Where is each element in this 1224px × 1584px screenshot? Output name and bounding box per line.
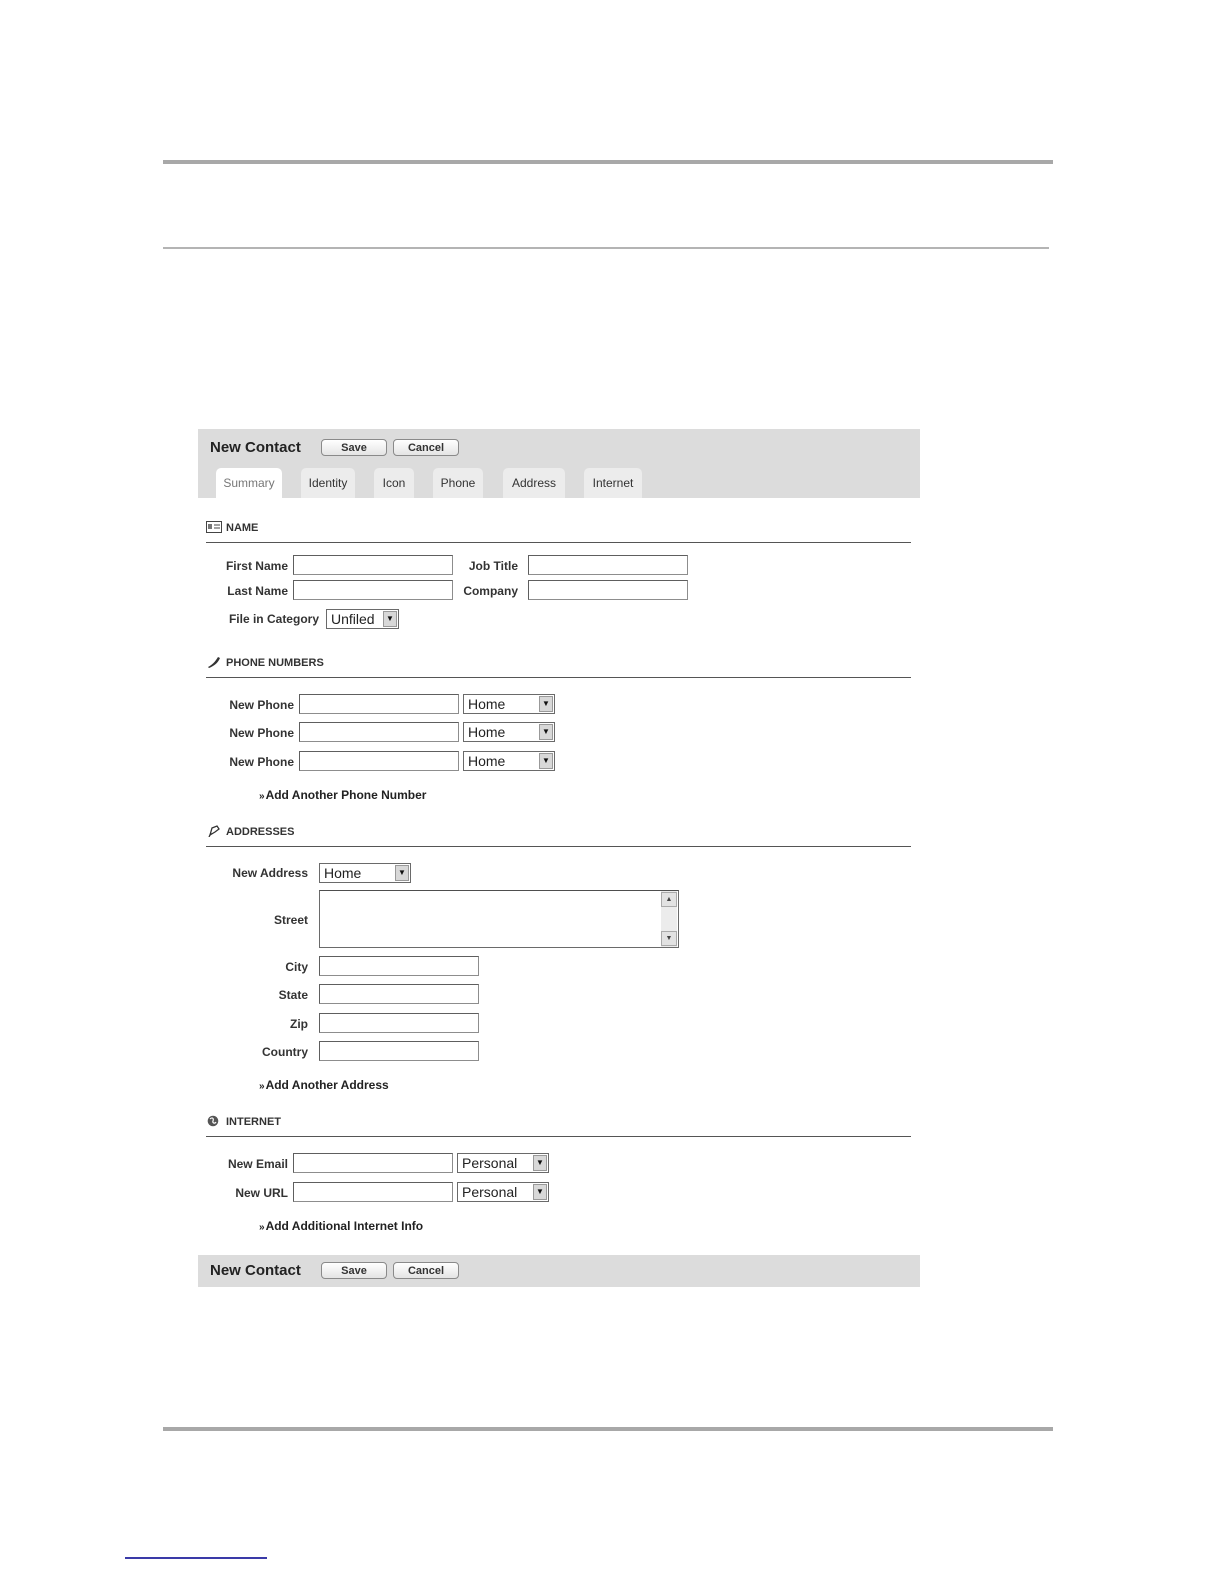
zip-label: Zip [290,1017,308,1031]
company-label: Company [463,584,518,598]
country-input[interactable] [319,1041,479,1061]
form-title: New Contact [210,439,301,456]
chevron-right-icon: » [259,1081,265,1092]
job-title-input[interactable] [528,555,688,575]
add-phone-link-text: Add Another Phone Number [265,788,427,802]
country-label: Country [262,1045,308,1059]
scroll-down-icon[interactable]: ▼ [661,931,677,946]
name-section-heading [206,521,258,534]
new-phone-input[interactable] [299,751,459,771]
save-button[interactable]: Save [321,439,387,456]
phone-type-select[interactable] [463,751,555,771]
chevron-down-icon[interactable]: ▼ [533,1155,547,1171]
add-phone-link[interactable] [259,788,426,802]
new-contact-window [198,429,920,1287]
cancel-button-bottom[interactable]: Cancel [393,1262,459,1279]
phone-icon [206,656,222,668]
internet-section-title: INTERNET [226,1116,281,1128]
address-section-heading [206,825,294,838]
cancel-button[interactable]: Cancel [393,439,459,456]
phone-type-value: Home [468,753,506,769]
street-textarea[interactable] [319,890,679,948]
tab-address[interactable]: Address [503,468,565,498]
page-top-rule [163,160,1053,164]
chevron-down-icon[interactable]: ▼ [383,611,397,627]
url-label: New URL [235,1186,288,1200]
street-label: Street [273,913,308,927]
new-phone-input[interactable] [299,694,459,714]
address-type-value: Home [324,865,362,881]
category-select[interactable] [326,609,399,629]
last-name-label: Last Name [227,584,288,598]
tab-internet[interactable]: Internet [584,468,642,498]
email-type-select[interactable] [457,1153,549,1173]
category-label: File in Category [228,612,319,626]
form-title-bottom: New Contact [210,1262,301,1279]
company-input[interactable] [528,580,688,600]
address-section-divider [206,846,911,847]
email-type-value: Personal [462,1155,518,1171]
address-section-title: ADDRESSES [226,826,295,838]
zip-input[interactable] [319,1013,479,1033]
phone-section-heading [206,656,324,669]
chevron-down-icon[interactable]: ▼ [539,724,553,740]
map-pin-icon [206,825,222,837]
internet-section-divider [206,1136,911,1137]
tab-summary[interactable]: Summary [216,468,282,498]
name-card-icon [206,521,222,533]
add-internet-link-text: Add Additional Internet Info [265,1219,424,1233]
category-select-value: Unfiled [331,611,375,627]
first-name-input[interactable] [293,555,453,575]
scroll-up-icon[interactable]: ▲ [661,892,677,907]
new-phone-input[interactable] [299,722,459,742]
url-input[interactable] [293,1182,453,1202]
email-label: New Email [227,1157,288,1171]
phone-section-divider [206,677,911,678]
new-phone-label: New Phone [229,755,294,769]
chevron-down-icon[interactable]: ▼ [539,753,553,769]
top-toolbar [198,429,920,498]
bottom-toolbar [198,1255,920,1287]
address-type-select[interactable] [319,863,411,883]
chevron-down-icon[interactable]: ▼ [539,696,553,712]
add-address-link[interactable] [259,1078,389,1092]
page-bottom-rule [163,1427,1053,1431]
chevron-right-icon: » [259,1222,265,1233]
last-name-input[interactable] [293,580,453,600]
footer-link-underline[interactable] [125,1557,267,1559]
state-label: State [278,988,308,1002]
new-phone-label: New Phone [229,698,294,712]
phone-type-value: Home [468,696,506,712]
add-internet-link[interactable] [259,1219,423,1233]
globe-icon [206,1115,222,1127]
internet-section-heading [206,1115,281,1128]
name-section-title: NAME [226,522,259,534]
phone-type-select[interactable] [463,694,555,714]
chevron-down-icon[interactable]: ▼ [395,865,409,881]
new-address-label: New Address [232,866,308,880]
tab-icon[interactable]: Icon [374,468,414,498]
phone-section-title: PHONE NUMBERS [226,657,324,669]
tab-phone[interactable]: Phone [433,468,483,498]
email-input[interactable] [293,1153,453,1173]
url-type-select[interactable] [457,1182,549,1202]
phone-type-value: Home [468,724,506,740]
job-title-label: Job Title [468,559,518,573]
city-input[interactable] [319,956,479,976]
add-address-link-text: Add Another Address [265,1078,389,1092]
chevron-right-icon: » [259,791,265,802]
city-label: City [285,960,308,974]
new-phone-label: New Phone [229,726,294,740]
phone-type-select[interactable] [463,722,555,742]
state-input[interactable] [319,984,479,1004]
name-section-divider [206,542,911,543]
url-type-value: Personal [462,1184,518,1200]
save-button-bottom[interactable]: Save [321,1262,387,1279]
chevron-down-icon[interactable]: ▼ [533,1184,547,1200]
first-name-label: First Name [225,559,288,573]
page-header-rule [163,247,1049,249]
tab-identity[interactable]: Identity [301,468,355,498]
